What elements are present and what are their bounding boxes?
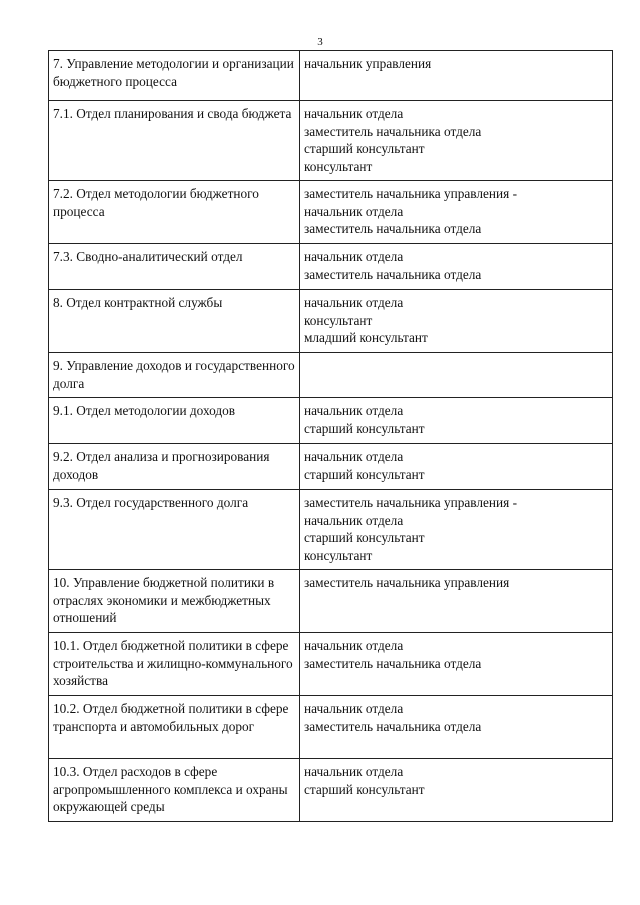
department-name: 9.1. Отдел методологии доходов [53,403,236,418]
department-cell [49,181,300,244]
department-name: 7. Управление методологии и организации бюджетного процесса [53,56,294,89]
position-title: начальник отдела [304,701,404,716]
page-number: 3 [317,36,323,48]
position-title: старший консультант [304,420,425,436]
positions-cell [300,51,613,101]
position-title: начальник отдела [304,512,404,528]
department-name: 10.3. Отдел расходов в сфере агропромышленного комплекса и охраны окружающей среды [53,764,288,815]
position-title: начальник отдела [304,249,404,264]
position-title: начальник отдела [304,203,404,219]
department-name: 9.3. Отдел государственного долга [53,495,249,510]
department-cell [49,244,300,290]
table-row [49,181,613,244]
positions-cell [300,101,613,181]
table-row [49,490,613,570]
department-name: 9.2. Отдел анализа и прогнозирования доходов [53,449,270,482]
position-title: заместитель начальника отдела [304,123,482,139]
positions-cell [300,290,613,353]
position-title: начальник отдела [304,403,404,418]
positions-cell [300,444,613,490]
department-cell [49,570,300,633]
positions-cell [300,398,613,444]
table-row [49,696,613,759]
table-row [49,633,613,696]
table-row [49,244,613,290]
department-name: 7.3. Сводно-аналитический отдел [53,249,243,264]
department-cell [49,696,300,759]
position-title: заместитель начальника управления - [304,186,518,201]
department-name: 10. Управление бюджетной политики в отраслях экономики и межбюджетных отношений [53,575,275,626]
positions-cell [300,570,613,633]
positions-cell [300,353,613,398]
positions-cell [300,181,613,244]
position-title: консультант [304,158,373,174]
staffing-table [48,50,613,822]
table-row [49,51,613,101]
department-name: 7.1. Отдел планирования и свода бюджета [53,106,292,121]
position-title: заместитель начальника отдела [304,221,482,237]
table-row [49,444,613,490]
position-title: заместитель начальника управления [304,575,510,590]
position-title: заместитель начальника отдела [304,266,482,282]
position-title: начальник отдела [304,295,404,310]
position-title: старший консультант [304,530,425,546]
position-title: заместитель начальника отдела [304,655,482,671]
positions-cell [300,490,613,570]
department-cell [49,759,300,822]
positions-cell [300,633,613,696]
positions-cell [300,696,613,759]
positions-cell [300,759,613,822]
department-cell [49,633,300,696]
department-name: 10.2. Отдел бюджетной политики в сфере транспорта и автомобильных дорог [53,701,289,734]
position-title: начальник управления [304,56,432,71]
position-title: заместитель начальника управления - [304,495,518,510]
table-row [49,101,613,181]
department-name: 9. Управление доходов и государственного долга [53,358,295,391]
table-row [49,759,613,822]
department-cell [49,490,300,570]
position-title: заместитель начальника отдела [304,718,482,734]
position-title: начальник отдела [304,638,404,653]
table-row [49,398,613,444]
position-title: консультант [304,312,373,328]
department-cell [49,51,300,101]
position-title: старший консультант [304,466,425,482]
department-name: 10.1. Отдел бюджетной политики в сфере строительства и жилищно-коммунального хозяйства [53,638,293,689]
position-title: младший консультант [304,330,428,346]
department-name: 8. Отдел контрактной службы [53,295,223,310]
position-title: начальник отдела [304,764,404,779]
table-row [49,570,613,633]
department-cell [49,101,300,181]
position-title: консультант [304,547,373,563]
department-cell [49,444,300,490]
positions-cell [300,244,613,290]
department-cell [49,290,300,353]
department-cell [49,353,300,398]
position-title: начальник отдела [304,449,404,464]
position-title: старший консультант [304,141,425,157]
position-title: начальник отдела [304,106,404,121]
table-row [49,353,613,398]
table-row [49,290,613,353]
department-name: 7.2. Отдел методологии бюджетного процесса [53,186,259,219]
position-title: старший консультант [304,781,425,797]
staffing-table-body [49,51,613,822]
department-cell [49,398,300,444]
